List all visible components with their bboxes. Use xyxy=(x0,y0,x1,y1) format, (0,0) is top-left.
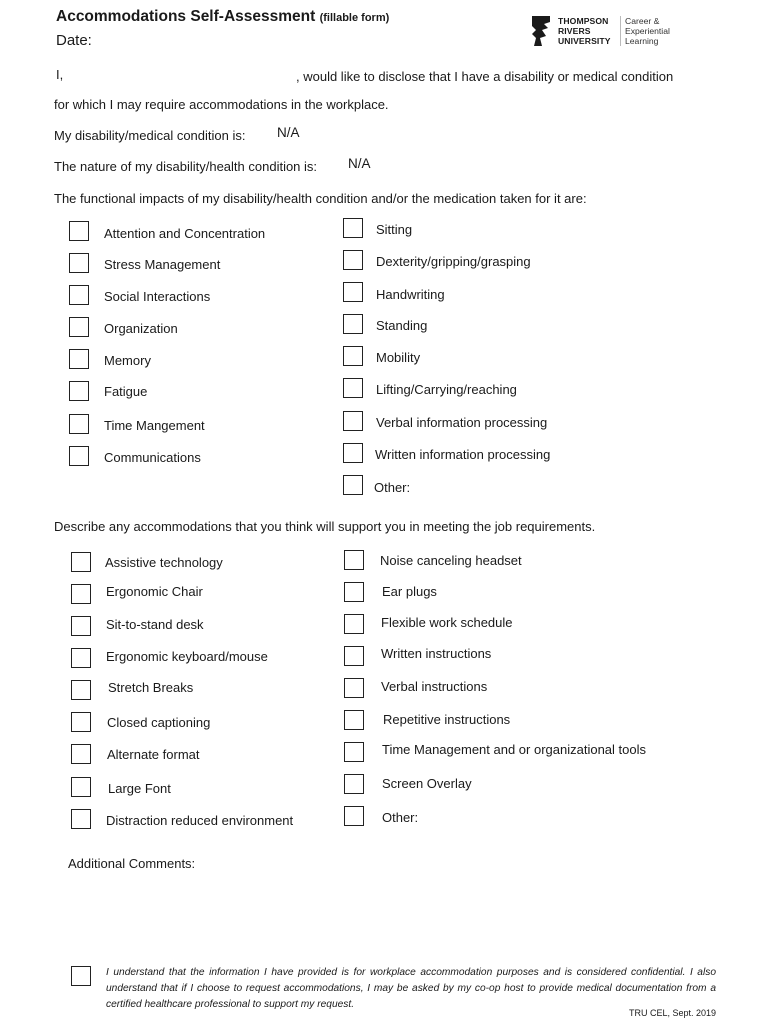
form-title-text: Accommodations Self-Assessment xyxy=(56,8,316,25)
impact-label: Attention and Concentration xyxy=(104,226,266,241)
accommodation-label: Stretch Breaks xyxy=(108,680,194,695)
impact-label: Communications xyxy=(104,450,201,465)
condition-label: My disability/medical condition is: xyxy=(54,128,246,143)
accommodation-label: Assistive technology xyxy=(105,555,223,570)
accommodations-heading: Describe any accommodations that you think will support you in meeting the job requirements. xyxy=(54,519,596,534)
accommodation-checkbox[interactable] xyxy=(71,809,91,829)
accommodation-checkbox[interactable] xyxy=(71,584,91,604)
impact-label: Time Mangement xyxy=(104,418,205,433)
logo-divider xyxy=(620,16,621,46)
accommodation-label: Large Font xyxy=(108,781,171,796)
impact-checkbox[interactable] xyxy=(343,218,363,238)
impact-checkbox[interactable] xyxy=(343,443,363,463)
nature-label: The nature of my disability/health condition is: xyxy=(54,159,318,174)
logo-department-line: Learning xyxy=(625,36,659,46)
impact-checkbox[interactable] xyxy=(343,314,363,334)
intro-line2: for which I may require accommodations in the workplace. xyxy=(54,97,389,112)
accommodation-checkbox[interactable] xyxy=(344,678,364,698)
intro-prefix: I, xyxy=(56,67,64,82)
impact-other-checkbox[interactable] xyxy=(343,475,363,495)
logo-department-line: Career & xyxy=(625,16,660,26)
condition-field[interactable]: N/A xyxy=(277,125,300,140)
impact-checkbox[interactable] xyxy=(69,414,89,434)
logo-university-line: THOMPSON xyxy=(558,16,609,26)
impact-label: Stress Management xyxy=(104,257,221,272)
consent-text: I understand that the information I have provided is for workplace accommodation purposes and is considered confidential. I also understand that if I choose to request accommodations, I may be asked by my co-op host to provide medical documentation from a certified healthcare professional to support my request. xyxy=(106,967,716,1010)
impact-checkbox[interactable] xyxy=(69,349,89,369)
comments-field[interactable] xyxy=(68,876,718,956)
accommodation-checkbox[interactable] xyxy=(71,777,91,797)
accommodation-checkbox[interactable] xyxy=(71,712,91,732)
impact-label: Verbal information processing xyxy=(376,415,548,430)
accommodation-checkbox[interactable] xyxy=(71,744,91,764)
name-field[interactable] xyxy=(70,64,292,84)
impact-label: Social Interactions xyxy=(104,289,211,304)
form-title xyxy=(56,8,389,26)
accommodation-label: Ear plugs xyxy=(382,584,437,599)
impact-label: Sitting xyxy=(376,222,413,237)
impact-checkbox[interactable] xyxy=(343,250,363,270)
nature-field[interactable]: N/A xyxy=(348,156,371,171)
accommodation-checkbox[interactable] xyxy=(344,646,364,666)
logo-university-line: UNIVERSITY xyxy=(558,36,611,46)
impact-label: Written information processing xyxy=(375,447,551,462)
accommodation-label: Closed captioning xyxy=(107,715,211,730)
logo-department-text xyxy=(625,16,670,46)
impact-checkbox[interactable] xyxy=(343,378,363,398)
accommodation-checkbox[interactable] xyxy=(344,742,364,762)
impact-label: Standing xyxy=(376,318,428,333)
accommodation-label: Alternate format xyxy=(107,747,200,762)
accommodation-label: Screen Overlay xyxy=(382,776,472,791)
accommodation-label: Time Management and or organizational tools xyxy=(382,742,646,757)
accommodation-other-checkbox[interactable] xyxy=(344,806,364,826)
logo-university-text xyxy=(558,16,611,46)
intro-line1: , would like to disclose that I have a disability or medical condition xyxy=(296,69,674,84)
comments-label: Additional Comments: xyxy=(68,856,196,871)
tru-logo-icon xyxy=(530,14,552,48)
accommodation-label: Ergonomic keyboard/mouse xyxy=(106,649,268,664)
accommodation-label: Written instructions xyxy=(381,646,492,661)
accommodation-checkbox[interactable] xyxy=(71,616,91,636)
accommodation-label: Flexible work schedule xyxy=(381,615,513,630)
accommodation-label: Distraction reduced environment xyxy=(106,813,294,828)
impact-checkbox[interactable] xyxy=(69,446,89,466)
logo-university-line: RIVERS xyxy=(558,26,591,36)
impact-checkbox[interactable] xyxy=(69,285,89,305)
footer-text: TRU CEL, Sept. 2019 xyxy=(628,1008,716,1018)
impacts-heading: The functional impacts of my disability/health condition and/or the medication taken for it are: xyxy=(54,191,587,206)
accommodation-checkbox[interactable] xyxy=(71,680,91,700)
tru-logo xyxy=(530,14,690,50)
impact-checkbox[interactable] xyxy=(343,411,363,431)
impact-checkbox[interactable] xyxy=(69,381,89,401)
accommodation-label: Ergonomic Chair xyxy=(106,584,203,599)
accommodation-checkbox[interactable] xyxy=(344,774,364,794)
accommodation-checkbox[interactable] xyxy=(344,550,364,570)
impact-label: Memory xyxy=(104,353,151,368)
impact-label: Handwriting xyxy=(376,287,445,302)
accommodation-checkbox[interactable] xyxy=(344,614,364,634)
accommodation-label: Verbal instructions xyxy=(381,679,488,694)
impact-checkbox[interactable] xyxy=(69,253,89,273)
impact-label: Organization xyxy=(104,321,178,336)
impact-checkbox[interactable] xyxy=(69,317,89,337)
form-title-note: (fillable form) xyxy=(319,12,390,24)
date-label: Date: xyxy=(56,32,92,49)
impact-checkbox[interactable] xyxy=(343,282,363,302)
accommodation-label: Sit-to-stand desk xyxy=(106,617,204,632)
impact-checkbox[interactable] xyxy=(343,346,363,366)
consent-checkbox[interactable] xyxy=(71,966,91,986)
accommodation-label: Repetitive instructions xyxy=(383,712,511,727)
accommodation-checkbox[interactable] xyxy=(71,648,91,668)
impact-checkbox[interactable] xyxy=(69,221,89,241)
accommodation-checkbox[interactable] xyxy=(344,710,364,730)
accommodation-other-label: Other: xyxy=(382,810,419,825)
accommodation-checkbox[interactable] xyxy=(344,582,364,602)
impact-label: Fatigue xyxy=(104,384,148,399)
impact-other-label: Other: xyxy=(374,480,411,495)
impact-label: Dexterity/gripping/grasping xyxy=(376,254,531,269)
accommodation-label: Noise canceling headset xyxy=(380,553,522,568)
impact-label: Mobility xyxy=(376,350,421,365)
logo-department-line: Experiential xyxy=(625,26,670,36)
accommodation-checkbox[interactable] xyxy=(71,552,91,572)
impact-label: Lifting/Carrying/reaching xyxy=(376,382,517,397)
